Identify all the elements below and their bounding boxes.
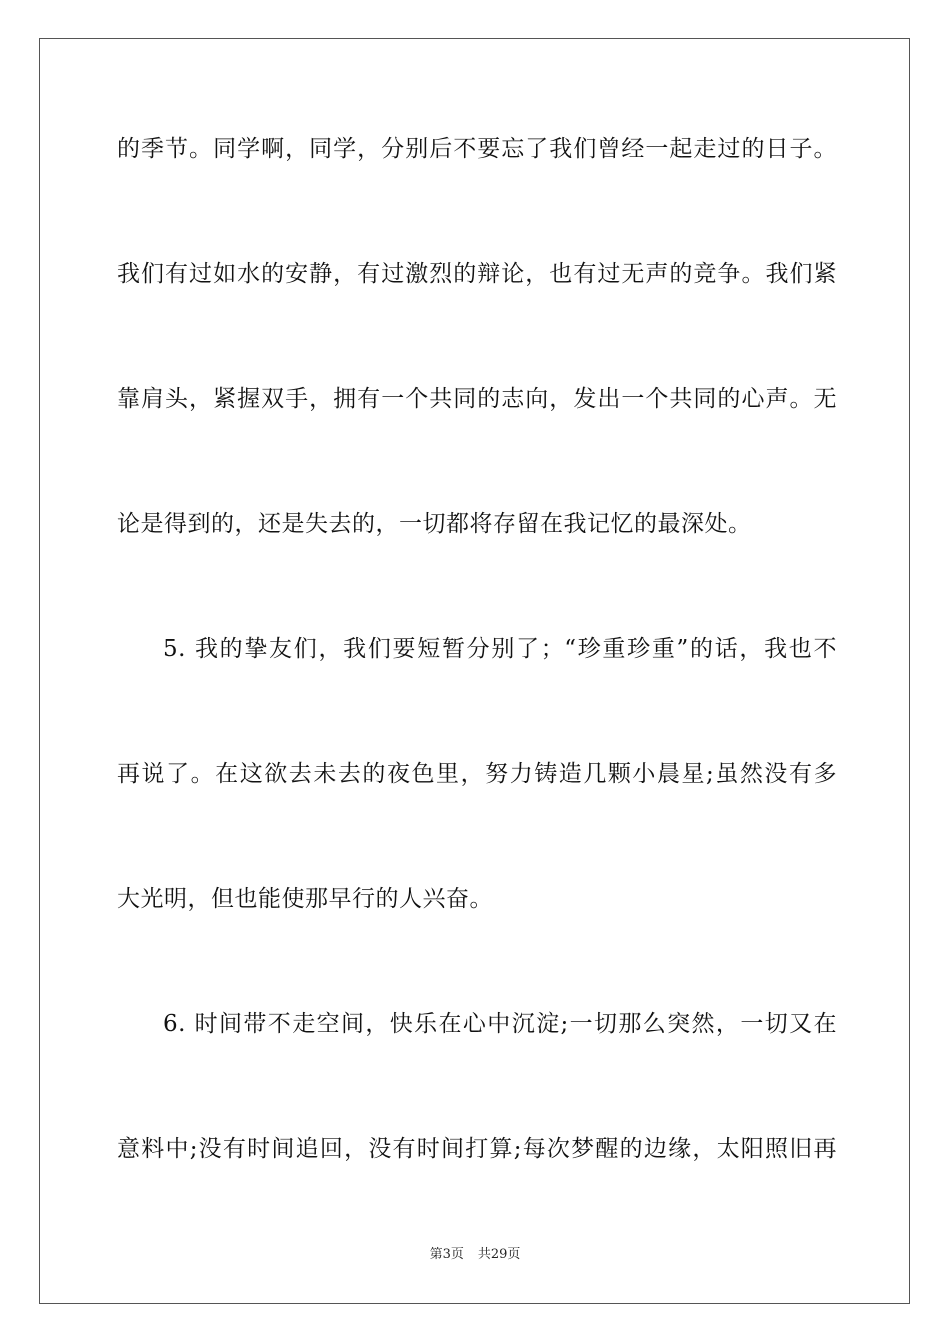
text-line-3: 靠肩头，紧握双手，拥有一个共同的志向，发出一个共同的心声。无 xyxy=(117,386,837,412)
text-line-9: 意料中;没有时间追回，没有时间打算;每次梦醒的边缘，太阳照旧再 xyxy=(117,1136,837,1162)
text-line-7: 大光明，但也能使那早行的人兴奋。 xyxy=(117,886,493,912)
page-border xyxy=(39,38,910,1304)
page-number: 第3页 xyxy=(429,1247,464,1262)
text-line-1: 的季节。同学啊，同学，分别后不要忘了我们曾经一起走过的日子。 xyxy=(117,136,837,162)
text-line-5: 5. 我的挚友们，我们要短暂分别了；“珍重珍重”的话，我也不 xyxy=(163,636,837,662)
page-footer xyxy=(0,1246,950,1264)
text-line-2: 我们有过如水的安静，有过激烈的辩论，也有过无声的竞争。我们紧 xyxy=(117,261,837,287)
text-line-4: 论是得到的，还是失去的，一切都将存留在我记忆的最深处。 xyxy=(117,511,752,537)
page-total: 共29页 xyxy=(477,1247,521,1262)
text-line-6: 再说了。在这欲去未去的夜色里，努力铸造几颗小晨星;虽然没有多 xyxy=(117,761,837,787)
text-line-8: 6. 时间带不走空间，快乐在心中沉淀;一切那么突然，一切又在 xyxy=(163,1011,837,1037)
